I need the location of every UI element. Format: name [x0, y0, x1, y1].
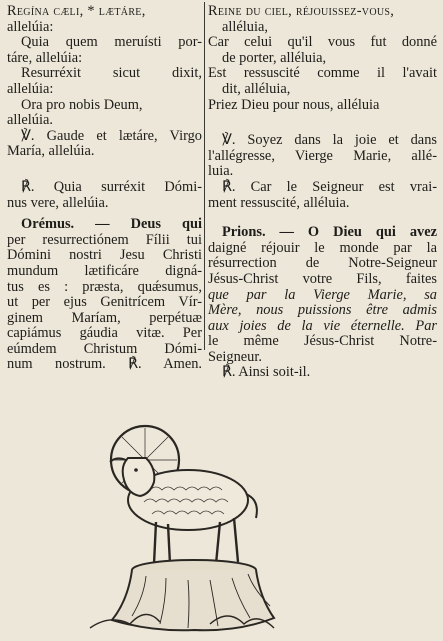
versicle-line: ℣. Soyez dans la joie et dans [222, 132, 437, 149]
latin-line: Quia quem meruísti por- [21, 34, 202, 51]
lamb-on-stump-icon [70, 398, 290, 636]
french-line: Est ressuscité comme il l'avait [208, 65, 437, 82]
french-line: aux joies de la vie éternelle. Par [208, 317, 437, 334]
french-line: Jésus-Christ votre Fils, faites [208, 270, 437, 287]
french-line: ment ressuscité, alléluia. [208, 194, 350, 211]
french-line: alléluia, [222, 18, 268, 35]
latin-line: táre, allelúia: [7, 49, 83, 66]
latin-line: allelúia: [7, 18, 54, 35]
french-line: Car celui qu'il vous fut donné [208, 34, 437, 51]
latin-line: allelúia. [7, 112, 53, 129]
latin-line: num nostrum. ℟. Amen. [7, 356, 202, 373]
response-line: ℟. Car le Seigneur est vrai- [222, 178, 437, 195]
french-line: daigné réjouir le monde par la [208, 239, 437, 256]
french-line: l'allégresse, Vierge Marie, allé- [208, 147, 437, 164]
latin-line: per resurrectiónem Fílii tui [7, 231, 202, 248]
latin-column [7, 0, 202, 373]
latin-line: ginem Maríam, perpétuæ [7, 309, 202, 326]
latin-line: eúmdem Christum Dómi- [7, 340, 202, 357]
latin-line: nus vere, allelúia. [7, 194, 109, 211]
latin-line: ut per ejus Genitrícem Vír- [7, 294, 202, 311]
french-line: Priez Dieu pour nous, alléluia [208, 96, 380, 113]
french-line: Mère, nous puissions être admis [208, 302, 437, 319]
latin-line: María, allelúia. [7, 143, 95, 160]
french-column [208, 0, 437, 381]
french-line: de porter, alléluia, [222, 49, 327, 66]
latin-line: mundum lætificáre digná- [7, 262, 202, 279]
latin-line: Ora pro nobis Deum, [21, 96, 143, 113]
french-line: le même Jésus-Christ Notre- [208, 333, 437, 350]
french-line: que par la Vierge Marie, sa [208, 286, 437, 303]
latin-line: capiámus gáudia vitæ. Per [7, 325, 202, 342]
response-line: ℟. Ainsi soit-il. [222, 364, 311, 381]
paschal-lamb-illustration [70, 398, 290, 636]
prions-line: Prions. — O Dieu qui avez [222, 224, 437, 241]
latin-line: allelúia: [7, 80, 54, 97]
latin-line: Resurréxit sicut dixit, [21, 65, 202, 82]
latin-line: tus es : præsta, quǽsumus, [7, 278, 202, 295]
french-line: Reine du ciel, réjouissez-vous, [208, 3, 395, 19]
oremus-line: Orémus. — Deus qui [21, 216, 202, 233]
french-line: Seigneur. [208, 348, 262, 365]
french-line: luia. [208, 163, 234, 180]
latin-line: Dómini nostri Jesu Christi [7, 247, 202, 264]
french-line: résurrection de Notre-Seigneur [208, 255, 437, 272]
column-divider [204, 2, 205, 350]
latin-line: Regína cæli, * lætáre, [7, 3, 146, 19]
versicle-line: ℣. Gaude et lætáre, Virgo [21, 127, 202, 144]
french-line: dit, alléluia, [222, 80, 291, 97]
response-line: ℟. Quia surréxit Dómi- [21, 178, 202, 195]
